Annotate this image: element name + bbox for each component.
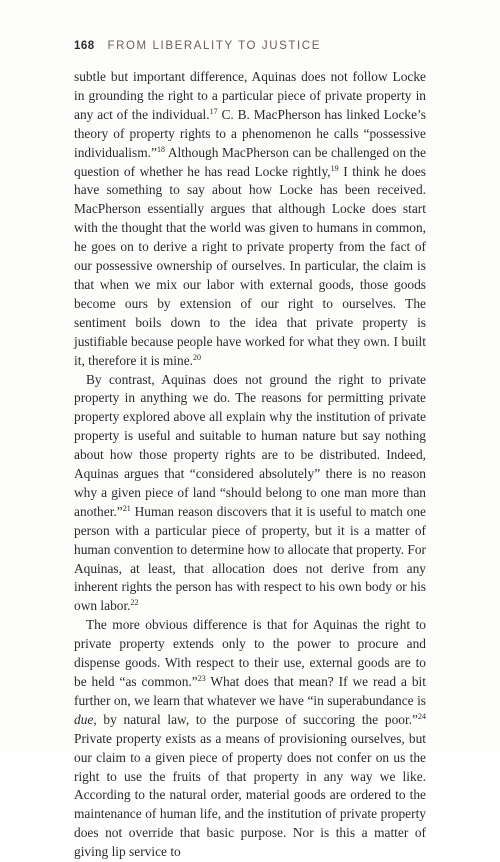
paragraph-3: The more obvious difference is that for Aquinas the right to private property extends only to the power to procure and dispense goods. With respect to their use, external goods are to be held “as common.”$^{23}$ What does that mean? If we read a bit further on, we learn that whatever we have “in superabundance is due, by natural law, to the purpose of succoring the poor.”$^{24}$ Private property exists as a means of provisioning ourselves, but our claim to a given piece of property does not confer on us the right to use the fruits of that property in any way we like. According to the natural order, material goods are ordered to the maintenance of human life, and the institution of private property does not override that basic purpose. Nor is this a matter of giving lip service to <box>74 617 426 860</box>
emphasis: due <box>74 711 94 727</box>
running-title: FROM LIBERALITY TO JUSTICE <box>107 40 321 52</box>
page-number: 168 <box>74 40 95 52</box>
footnote-ref[interactable]: 19 <box>330 163 339 173</box>
footnote-ref[interactable]: 23 <box>197 674 206 683</box>
footnote-ref[interactable]: 21 <box>122 503 131 513</box>
paragraph-1: subtle but important difference, Aquinas does not follow Locke in grounding the right to a particular piece of private property in any act of the individual.$^{17}$ C. B. MacPherson has linked Locke’s theory of property rights to a phenomenon he calls “possessive individualism.”$^{18}$ Although MacPherson can be challenged on the question of whether he has read Locke rightly,$^{19}$ I think he does have something to say about how Locke has been received. MacPherson essentially argues that although Locke does start with the thought that the world was given to humans in common, he goes on to derive a right to private property from the fact of our possessive ownership of ourselves. In particular, the claim is that when we mix our labor with external goods, those goods become ours by extension of our right to ourselves. The sentiment boils down to the idea that private property is justifiable because people have worked for what they own. I built it, therefore it is mine.$^{20}$ <box>74 69 427 368</box>
body-text <box>74 68 426 862</box>
footnote-ref[interactable]: 18 <box>156 144 165 154</box>
footnote-ref[interactable]: 24 <box>418 711 426 721</box>
paragraph-2: By contrast, Aquinas does not ground the right to private property in anything we do. The reasons for permitting private property explored above all explain why the institution of private property is useful and suitable to human nature but say nothing about how those property rights are to be distributed. Indeed, Aquinas argues that “considered absolutely” there is no reason why a given piece of land “should belong to one man more than another.”$^{21}$ Human reason discovers that it is useful to match one person with a particular piece of property, but it is a matter of human convention to determine how to allocate that property. For Aquinas, at least, that allocation does not derive from any inherent rights the person has with respect to his own body or his own labor.$^{22}$ <box>74 371 426 614</box>
running-head <box>74 40 321 52</box>
footnote-ref[interactable]: 22 <box>130 598 139 608</box>
footnote-ref[interactable]: 17 <box>209 106 218 116</box>
footnote-ref[interactable]: 20 <box>193 352 201 362</box>
